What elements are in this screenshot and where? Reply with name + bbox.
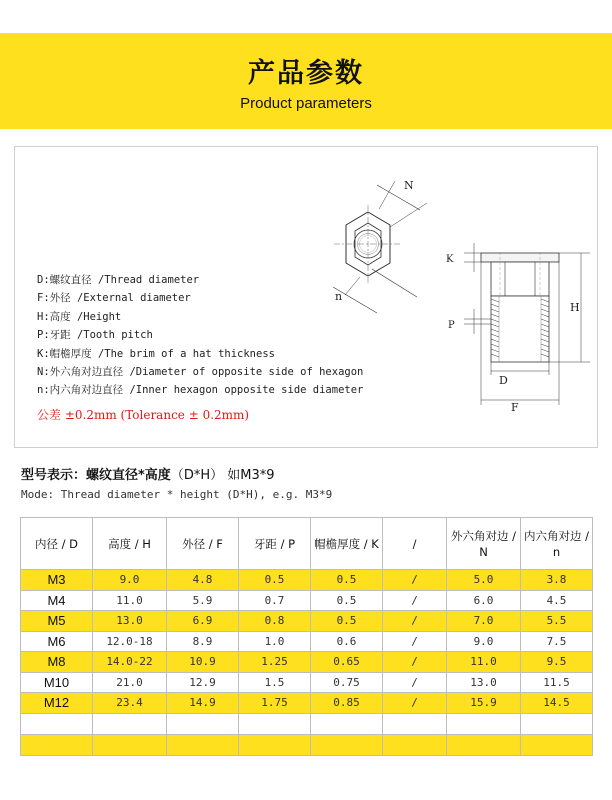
cell: 13.0: [93, 611, 167, 632]
cell: 0.7: [239, 590, 311, 611]
cell: /: [383, 672, 447, 693]
cell: 5.9: [167, 590, 239, 611]
cell: /: [383, 693, 447, 714]
cell: /: [383, 570, 447, 591]
cell: 14.0-22: [93, 652, 167, 673]
cell: 3.8: [521, 570, 593, 591]
cell: 0.5: [311, 570, 383, 591]
cell: 12.9: [167, 672, 239, 693]
cell: 14.9: [167, 693, 239, 714]
cell: 10.9: [167, 652, 239, 673]
label-P: P: [448, 320, 455, 331]
thread-shank-shape: [491, 296, 549, 362]
cell: 5.5: [521, 611, 593, 632]
flange-shape: [481, 253, 559, 262]
legend-item: P:牙距 /Tooth pitch: [37, 329, 153, 342]
tolerance-note: 公差 ±0.2mm (Tolerance ± 0.2mm): [37, 408, 250, 422]
col-header-f: 外径 / F: [167, 518, 239, 570]
cell: 0.5: [239, 570, 311, 591]
legend-item: K:帽檐厚度 /The brim of a hat thickness: [37, 347, 275, 360]
cell: 14.5: [521, 693, 593, 714]
label-n: n: [335, 290, 343, 303]
cell: 4.5: [521, 590, 593, 611]
legend-item: n:内六角对边直径 /Inner hexagon opposite side diameter: [37, 384, 364, 397]
cell: M12: [21, 693, 93, 714]
cell: 9.0: [447, 631, 521, 652]
cell: 6.9: [167, 611, 239, 632]
cell: M6: [21, 631, 93, 652]
page-subtitle: Product parameters: [240, 95, 372, 112]
cell: 4.8: [167, 570, 239, 591]
cell: 9.5: [521, 652, 593, 673]
col-header-k: 帽檐厚度 / K: [311, 518, 383, 570]
table-row-empty: [21, 734, 593, 755]
cell: 21.0: [93, 672, 167, 693]
cell: 12.0-18: [93, 631, 167, 652]
table-header-row: [21, 518, 593, 570]
spec-table: [20, 517, 593, 756]
cell: 7.5: [521, 631, 593, 652]
cell: M5: [21, 611, 93, 632]
diagram-panel: [14, 146, 598, 448]
label-N: N: [404, 179, 414, 192]
spec-legend: [37, 271, 363, 400]
cell: M10: [21, 672, 93, 693]
model-notation-cn: [21, 464, 275, 483]
hex-body-shape: [491, 262, 549, 296]
cell: M8: [21, 652, 93, 673]
cell: 9.0: [93, 570, 167, 591]
model-notation-label: 型号表示：螺纹直径*高度: [21, 468, 171, 483]
cell: 0.5: [311, 590, 383, 611]
model-notation-en: Mode: Thread diameter * height (D*H), e.g. M3*9: [21, 488, 333, 501]
legend-item: D:螺纹直径 /Thread diameter: [37, 274, 200, 286]
cell: 1.25: [239, 652, 311, 673]
table-row: [21, 672, 593, 693]
label-D: D: [499, 374, 508, 387]
cell: 8.9: [167, 631, 239, 652]
cell: 0.75: [311, 672, 383, 693]
table-row-empty: [21, 713, 593, 734]
cell: 1.75: [239, 693, 311, 714]
col-header-h: 高度 / H: [93, 518, 167, 570]
cell: 0.85: [311, 693, 383, 714]
col-header-d: 内径 / D: [21, 518, 93, 570]
page-title: 产品参数: [248, 58, 364, 89]
cell: 1.5: [239, 672, 311, 693]
col-header-slash: /: [383, 518, 447, 570]
cell: M4: [21, 590, 93, 611]
cell: 11.5: [521, 672, 593, 693]
cell: 0.5: [311, 611, 383, 632]
table-row: [21, 611, 593, 632]
col-header-n-inner: 内六角对边 / n: [521, 518, 593, 570]
table-row: [21, 693, 593, 714]
cell: M3: [21, 570, 93, 591]
model-notation-example: （D*H） 如M3*9: [170, 468, 275, 483]
cell: /: [383, 611, 447, 632]
label-K: K: [446, 254, 454, 265]
table-row: [21, 590, 593, 611]
cell: 1.0: [239, 631, 311, 652]
cell: /: [383, 631, 447, 652]
label-F: F: [511, 401, 519, 414]
cell: /: [383, 590, 447, 611]
header-banner: [0, 33, 612, 129]
cell: /: [383, 652, 447, 673]
table-row: [21, 570, 593, 591]
cell: 7.0: [447, 611, 521, 632]
cell: 11.0: [447, 652, 521, 673]
cell: 15.9: [447, 693, 521, 714]
cell: 23.4: [93, 693, 167, 714]
table-row: [21, 652, 593, 673]
cell: 11.0: [93, 590, 167, 611]
col-header-n-outer: 外六角对边 / N: [447, 518, 521, 570]
cell: 0.65: [311, 652, 383, 673]
cell: 13.0: [447, 672, 521, 693]
legend-item: N:外六角对边直径 /Diameter of opposite side of hexagon: [37, 366, 364, 379]
table-row: [21, 631, 593, 652]
cell: 0.8: [239, 611, 311, 632]
legend-item: H:高度 /Height: [37, 310, 122, 323]
col-header-p: 牙距 / P: [239, 518, 311, 570]
cell: 5.0: [447, 570, 521, 591]
cell: 0.6: [311, 631, 383, 652]
label-H: H: [570, 301, 580, 314]
legend-item: F:外径 /External diameter: [37, 292, 191, 305]
cell: 6.0: [447, 590, 521, 611]
